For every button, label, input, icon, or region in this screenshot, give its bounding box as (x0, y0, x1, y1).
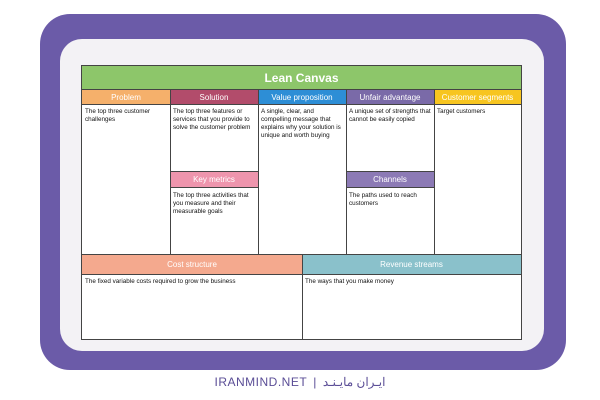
grid-line (170, 90, 171, 254)
unfair-advantage-label: Unfair advantage (359, 92, 421, 102)
customer-segments-text: Target customers (437, 108, 486, 115)
problem-text: The top three customer challenges (85, 108, 151, 123)
problem-label: Problem (111, 92, 141, 102)
grid-line (302, 254, 303, 339)
key-metrics-text: The top three activities that you measure and their measurable goals (173, 192, 249, 215)
customer-segments-label: Customer segments (441, 92, 514, 102)
revenue-streams-header (302, 254, 521, 275)
footer-watermark (0, 372, 600, 392)
cost-structure-label: Cost structure (167, 260, 217, 269)
unfair-advantage-text: A unique set of strengths that cannot be easily copied (349, 108, 431, 123)
grid-line (258, 90, 259, 254)
grid-line (434, 90, 435, 254)
solution-label: Solution (199, 92, 229, 102)
value-proposition-label: Value proposition (271, 92, 333, 102)
channels-label: Channels (373, 175, 407, 184)
lean-canvas (81, 65, 522, 340)
solution-text: The top three features or services that you provide to solve the customer problem (173, 108, 251, 131)
value-proposition-text: A single, clear, and compelling message that explains why your solution is unique and worth buying (261, 108, 341, 139)
canvas-title: Lean Canvas (82, 66, 521, 90)
key-metrics-label: Key metrics (193, 175, 235, 184)
cost-structure-header (82, 254, 302, 275)
cost-structure-text: The fixed variable costs required to grow the business (85, 278, 236, 285)
revenue-streams-text: The ways that you make money (305, 278, 394, 285)
footer-site: IRANMIND.NET (214, 375, 308, 389)
customer-segments-header (434, 90, 521, 105)
channels-header (346, 171, 434, 188)
problem-header (82, 90, 170, 105)
key-metrics-header (170, 171, 258, 188)
unfair-advantage-header (346, 90, 434, 105)
footer-separator: | (313, 375, 317, 389)
footer-brand: ایـران مایـنـد (322, 375, 386, 389)
revenue-streams-label: Revenue streams (380, 260, 443, 269)
solution-header (170, 90, 258, 105)
value-proposition-header (258, 90, 346, 105)
grid-line (346, 90, 347, 254)
channels-text: The paths used to reach customers (349, 192, 417, 207)
